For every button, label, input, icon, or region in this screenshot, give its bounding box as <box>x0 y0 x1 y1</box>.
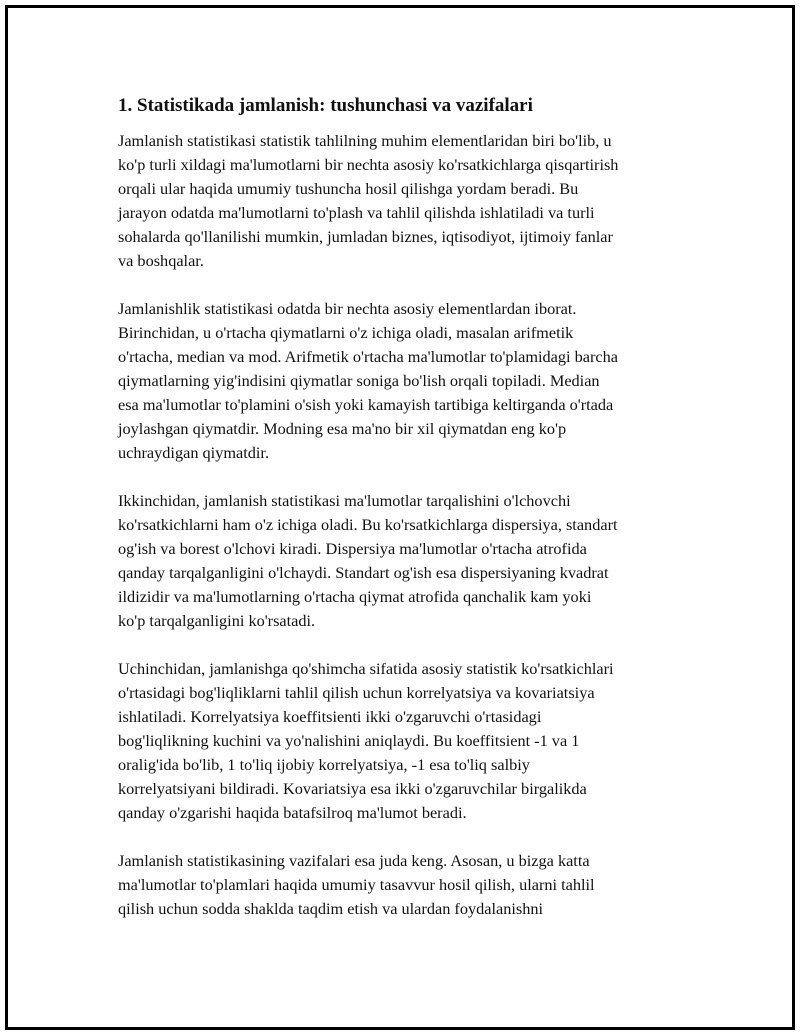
text-line: ishlatiladi. Korrelyatsiya koeffitsienti ikki o'zgaruvchi o'rtasidagi <box>118 707 542 726</box>
text-line: ko'p tarqalganligini ko'rsatadi. <box>118 611 316 630</box>
paragraph-2 <box>118 297 688 465</box>
text-line: joylashgan qiymatdir. Modning esa ma'no bir xil qiymatdan eng ko'p <box>118 419 567 438</box>
text-line: ko'p turli xildagi ma'lumotlarni bir nechta asosiy ko'rsatkichlarga qisqartirish <box>118 155 619 174</box>
text-line: og'ish va borest o'lchovi kiradi. Dispersiya ma'lumotlar o'rtacha atrofida <box>118 539 587 558</box>
text-line: ildizidir va ma'lumotlarning o'rtacha qiymat atrofida qanchalik kam yoki <box>118 587 592 606</box>
text-line: ko'rsatkichlarni ham o'z ichiga oladi. Bu ko'rsatkichlarga dispersiya, standart <box>118 515 618 534</box>
text-line: korrelyatsiyani bildiradi. Kovariatsiya esa ikki o'zgaruvchilar birgalikda <box>118 779 587 798</box>
text-line: qiymatlarning yig'indisini qiymatlar soniga bo'lish orqali topiladi. Median <box>118 371 600 390</box>
text-line: uchraydigan qiymatdir. <box>118 443 270 462</box>
text-line: sohalarda qo'llanilishi mumkin, jumladan biznes, iqtisodiyot, ijtimoiy fanlar <box>118 227 613 246</box>
text-line: Jamlanish statistikasining vazifalari esa juda keng. Asosan, u bizga katta <box>118 851 590 870</box>
section-heading: 1. Statistikada jamlanish: tushunchasi va vazifalari <box>118 95 533 116</box>
text-line: ma'lumotlar to'plamlari haqida umumiy tasavvur hosil qilish, ularni tahlil <box>118 875 595 894</box>
text-line: Jamlanishlik statistikasi odatda bir nechta asosiy elementlardan iborat. <box>118 299 577 318</box>
text-line: orqali ular haqida umumiy tushuncha hosil qilishga yordam beradi. Bu <box>118 179 579 198</box>
text-line: o'rtasidagi bog'liqliklarni tahlil qilish uchun korrelyatsiya va kovariatsiya <box>118 683 595 702</box>
paragraph-1 <box>118 129 688 273</box>
text-line: qanday tarqalganligini o'lchaydi. Standart og'ish esa dispersiyaning kvadrat <box>118 563 609 582</box>
text-line: jarayon odatda ma'lumotlarni to'plash va tahlil qilishda ishlatiladi va turli <box>118 203 595 222</box>
text-line: Birinchidan, u o'rtacha qiymatlarni o'z ichiga oladi, masalan arifmetik <box>118 323 574 342</box>
text-line: Uchinchidan, jamlanishga qo'shimcha sifatida asosiy statistik ko'rsatkichlari <box>118 659 614 678</box>
paragraph-5 <box>118 849 688 921</box>
text-line: Jamlanish statistikasi statistik tahlilning muhim elementlaridan biri bo'lib, u <box>118 131 612 150</box>
document-body <box>118 93 688 945</box>
text-line: oralig'ida bo'lib, 1 to'liq ijobiy korrelyatsiya, -1 esa to'liq salbiy <box>118 755 530 774</box>
text-line: o'rtacha, median va mod. Arifmetik o'rtacha ma'lumotlar to'plamidagi barcha <box>118 347 618 366</box>
text-line: qilish uchun sodda shaklda taqdim etish va ulardan foydalanishni <box>118 899 544 918</box>
text-line: Ikkinchidan, jamlanish statistikasi ma'lumotlar tarqalishini o'lchovchi <box>118 491 571 510</box>
text-line: qanday o'zgarishi haqida batafsilroq ma'lumot beradi. <box>118 803 467 822</box>
paragraph-4 <box>118 657 688 825</box>
text-line: va boshqalar. <box>118 251 204 270</box>
paragraph-3 <box>118 489 688 633</box>
text-line: esa ma'lumotlar to'plamini o'sish yoki kamayish tartibiga keltirganda o'rtada <box>118 395 614 414</box>
text-line: bog'liqlikning kuchini va yo'nalishini aniqlaydi. Bu koeffitsient -1 va 1 <box>118 731 580 750</box>
